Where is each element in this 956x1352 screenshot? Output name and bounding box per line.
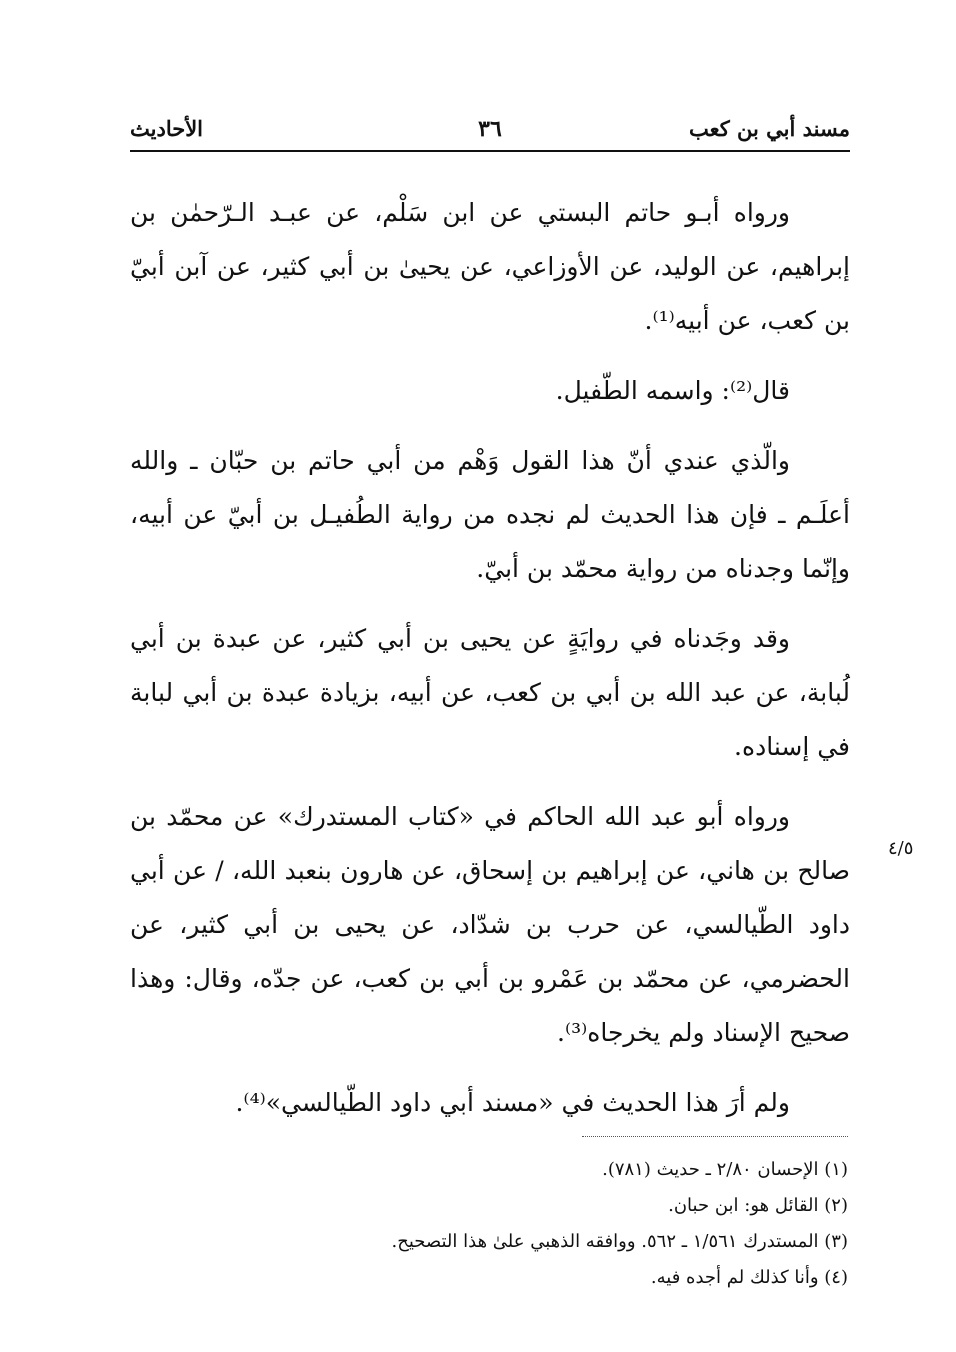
footnote: (١) الإحسان ٢/٨٠ ـ حديث (٧٨١). <box>602 1159 848 1180</box>
book-title: مسند أبي بن كعب <box>688 116 850 141</box>
paragraph: ورواه أبـو حاتم البستي عن ابن سَلْم، عن عبـد الـرّحمٰن بن إبراهيم، عن الوليد، عن الأوزاعي، عن يحيىٰ بن أبي كثير، عن آبن أبيّ بن كعب، عن أبيه⁽¹⁾. <box>130 198 850 335</box>
page-number: ٣٦ <box>478 116 502 142</box>
footnote: (٤) وأنا كذلك لم أجده فيه. <box>650 1267 848 1288</box>
page-header <box>130 112 850 152</box>
footnotes <box>300 1152 848 1296</box>
paragraph: ورواه أبو عبد الله الحاكم في «كتاب المستدرك» عن محمّد بن صالح بن هاني، عن إبراهيم بن إسحاق، عن هارون بنعبد الله، / عن أبي داود الطّيالسي، عن حرب بن شدّاد، عن يحيى بن أبي كثير، عن الحضرمي، عن محمّد بن عَمْرو بن أبي بن كعب، عن جدّه، وقال: وهذا صحيح الإسناد ولم يخرجاه⁽³⁾. <box>130 802 850 1047</box>
section-title: الأحاديث <box>130 116 204 141</box>
margin-note: ٤/٥ <box>888 838 914 859</box>
footnote: (٣) المستدرك ١/٥٦١ ـ ٥٦٢. ووافقه الذهبي علىٰ هذا التصحيح. <box>391 1231 848 1252</box>
footnote-separator <box>582 1136 848 1137</box>
paragraph: ولم أرَ هذا الحديث في «مسند أبي داود الطّيالسي»⁽⁴⁾. <box>235 1088 790 1117</box>
paragraph: قال⁽²⁾: واسمه الطّفيل. <box>555 376 790 405</box>
footnote: (٢) القائل هو: ابن حبان. <box>668 1195 848 1216</box>
paragraph: والّذي عندي أنّ هذا القول وَهْم من أبي حاتم بن حبّان ـ والله أعلَـم ـ فإن هذا الحديث لم نجده من رواية الطُفيـل بن أبيّ عن أبيه، وإنّما وجدناه من رواية محمّد بن أبيّ. <box>130 446 850 583</box>
paragraph: وقد وجَدناه في روايَةٍ عن يحيى بن أبي كثير، عن عبدة بن أبي لُبابة، عن عبد الله بن أبي بن كعب، عن أبيه، بزيادة عبدة بن أبي لبابة في إسناده. <box>130 624 850 761</box>
main-text <box>130 186 850 1146</box>
header-rule <box>130 150 850 152</box>
